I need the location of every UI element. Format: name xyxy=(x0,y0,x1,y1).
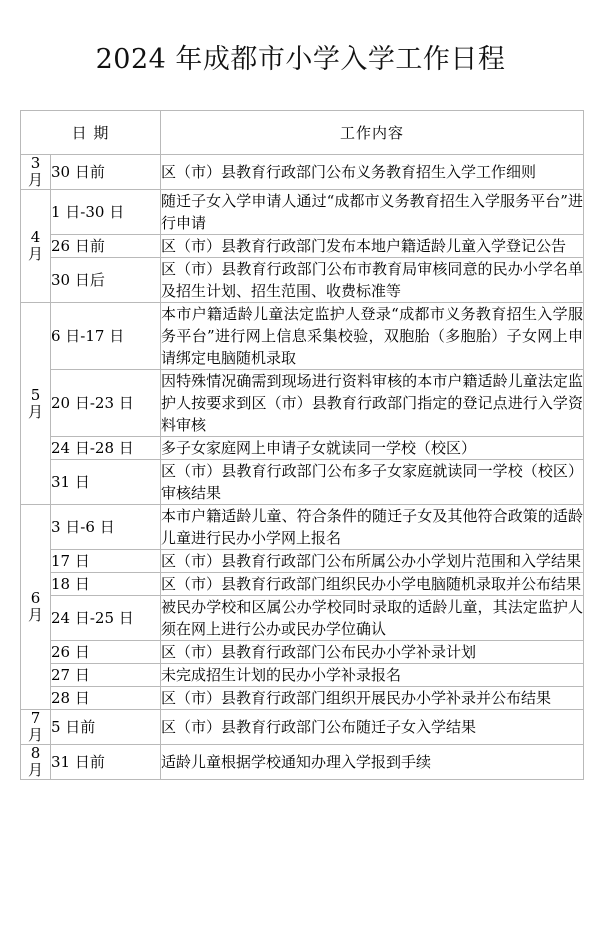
table-row xyxy=(21,303,584,370)
content-cell: 区（市）县教育行政部门发布本地户籍适龄儿童入学登记公告 xyxy=(161,235,584,258)
table-row xyxy=(21,664,584,687)
month-unit-label: 月 xyxy=(27,606,43,624)
content-cell: 多子女家庭网上申请子女就读同一学校（校区） xyxy=(161,437,584,460)
page-title: 2024 年成都市小学入学工作日程 xyxy=(95,44,506,75)
content-cell: 区（市）县教育行政部门公布随迁子女入学结果 xyxy=(161,710,584,745)
table-row xyxy=(21,258,584,303)
month-unit-label: 月 xyxy=(27,402,43,421)
date-cell: 26 日 xyxy=(51,641,161,664)
content-cell: 区（市）县教育行政部门公布市教育局审核同意的民办小学名单及招生计划、招生范围、收费标准等 xyxy=(161,258,584,303)
content-cell: 被民办学校和区属公办学校同时录取的适龄儿童，其法定监护人须在网上进行公办或民办学位确认 xyxy=(161,596,584,641)
month-unit-label: 月 xyxy=(27,171,43,189)
date-cell: 30 日后 xyxy=(51,258,161,303)
date-cell: 31 日前 xyxy=(51,745,161,780)
column-header-date: 日 期 xyxy=(21,111,161,155)
table-row xyxy=(21,370,584,437)
table-row xyxy=(21,550,584,573)
column-header-content: 工作内容 xyxy=(161,111,584,155)
content-cell: 区（市）县教育行政部门组织开展民办小学补录并公布结果 xyxy=(161,687,584,710)
date-cell: 24 日-28 日 xyxy=(51,437,161,460)
content-cell: 未完成招生计划的民办小学补录报名 xyxy=(161,664,584,687)
content-cell: 区（市）县教育行政部门组织民办小学电脑随机录取并公布结果 xyxy=(161,573,584,596)
content-cell: 随迁子女入学申请人通过“成都市义务教育招生入学服务平台”进行申请 xyxy=(161,190,584,235)
table-row xyxy=(21,437,584,460)
date-cell: 24 日-25 日 xyxy=(51,596,161,641)
table-row xyxy=(21,573,584,596)
month-number: 6 xyxy=(30,589,41,607)
table-row xyxy=(21,745,584,780)
enrollment-schedule-table xyxy=(20,110,584,780)
month-cell xyxy=(21,303,51,505)
date-cell: 17 日 xyxy=(51,550,161,573)
month-number: 8 xyxy=(30,744,41,762)
date-cell: 28 日 xyxy=(51,687,161,710)
table-row xyxy=(21,687,584,710)
month-unit-label: 月 xyxy=(27,245,43,263)
date-cell: 5 日前 xyxy=(51,710,161,745)
month-cell xyxy=(21,190,51,303)
content-cell: 区（市）县教育行政部门公布义务教育招生入学工作细则 xyxy=(161,155,584,190)
table-row xyxy=(21,505,584,550)
table-body xyxy=(21,111,584,780)
date-cell: 30 日前 xyxy=(51,155,161,190)
month-cell xyxy=(21,710,51,745)
month-number: 5 xyxy=(30,385,41,404)
date-cell: 27 日 xyxy=(51,664,161,687)
content-cell: 区（市）县教育行政部门公布民办小学补录计划 xyxy=(161,641,584,664)
date-cell: 26 日前 xyxy=(51,235,161,258)
content-cell: 因特殊情况确需到现场进行资料审核的本市户籍适龄儿童法定监护人按要求到区（市）县教育行政部门指定的登记点进行入学资料审核 xyxy=(161,370,584,437)
month-unit-label: 月 xyxy=(27,726,43,744)
date-cell: 20 日-23 日 xyxy=(51,370,161,437)
content-cell: 适龄儿童根据学校通知办理入学报到手续 xyxy=(161,745,584,780)
table-row xyxy=(21,235,584,258)
table-row xyxy=(21,460,584,505)
content-cell: 本市户籍适龄儿童、符合条件的随迁子女及其他符合政策的适龄儿童进行民办小学网上报名 xyxy=(161,505,584,550)
month-cell xyxy=(21,745,51,780)
content-cell: 区（市）县教育行政部门公布多子女家庭就读同一学校（校区）审核结果 xyxy=(161,460,584,505)
table-row xyxy=(21,155,584,190)
date-cell: 6 日-17 日 xyxy=(51,303,161,370)
month-cell xyxy=(21,505,51,710)
month-cell xyxy=(21,155,51,190)
month-number: 4 xyxy=(30,228,41,246)
content-cell: 区（市）县教育行政部门公布所属公办小学划片范围和入学结果 xyxy=(161,550,584,573)
month-number: 3 xyxy=(30,154,41,172)
date-cell: 31 日 xyxy=(51,460,161,505)
date-cell: 18 日 xyxy=(51,573,161,596)
month-unit-label: 月 xyxy=(27,761,43,779)
table-row xyxy=(21,710,584,745)
table-row xyxy=(21,190,584,235)
date-cell: 3 日-6 日 xyxy=(51,505,161,550)
table-row xyxy=(21,641,584,664)
month-number: 7 xyxy=(30,709,41,727)
date-cell: 1 日-30 日 xyxy=(51,190,161,235)
table-row xyxy=(21,596,584,641)
table-header-row xyxy=(21,111,584,155)
content-cell: 本市户籍适龄儿童法定监护人登录“成都市义务教育招生入学服务平台”进行网上信息采集校验，双胞胎（多胞胎）子女网上申请绑定电脑随机录取 xyxy=(161,303,584,370)
